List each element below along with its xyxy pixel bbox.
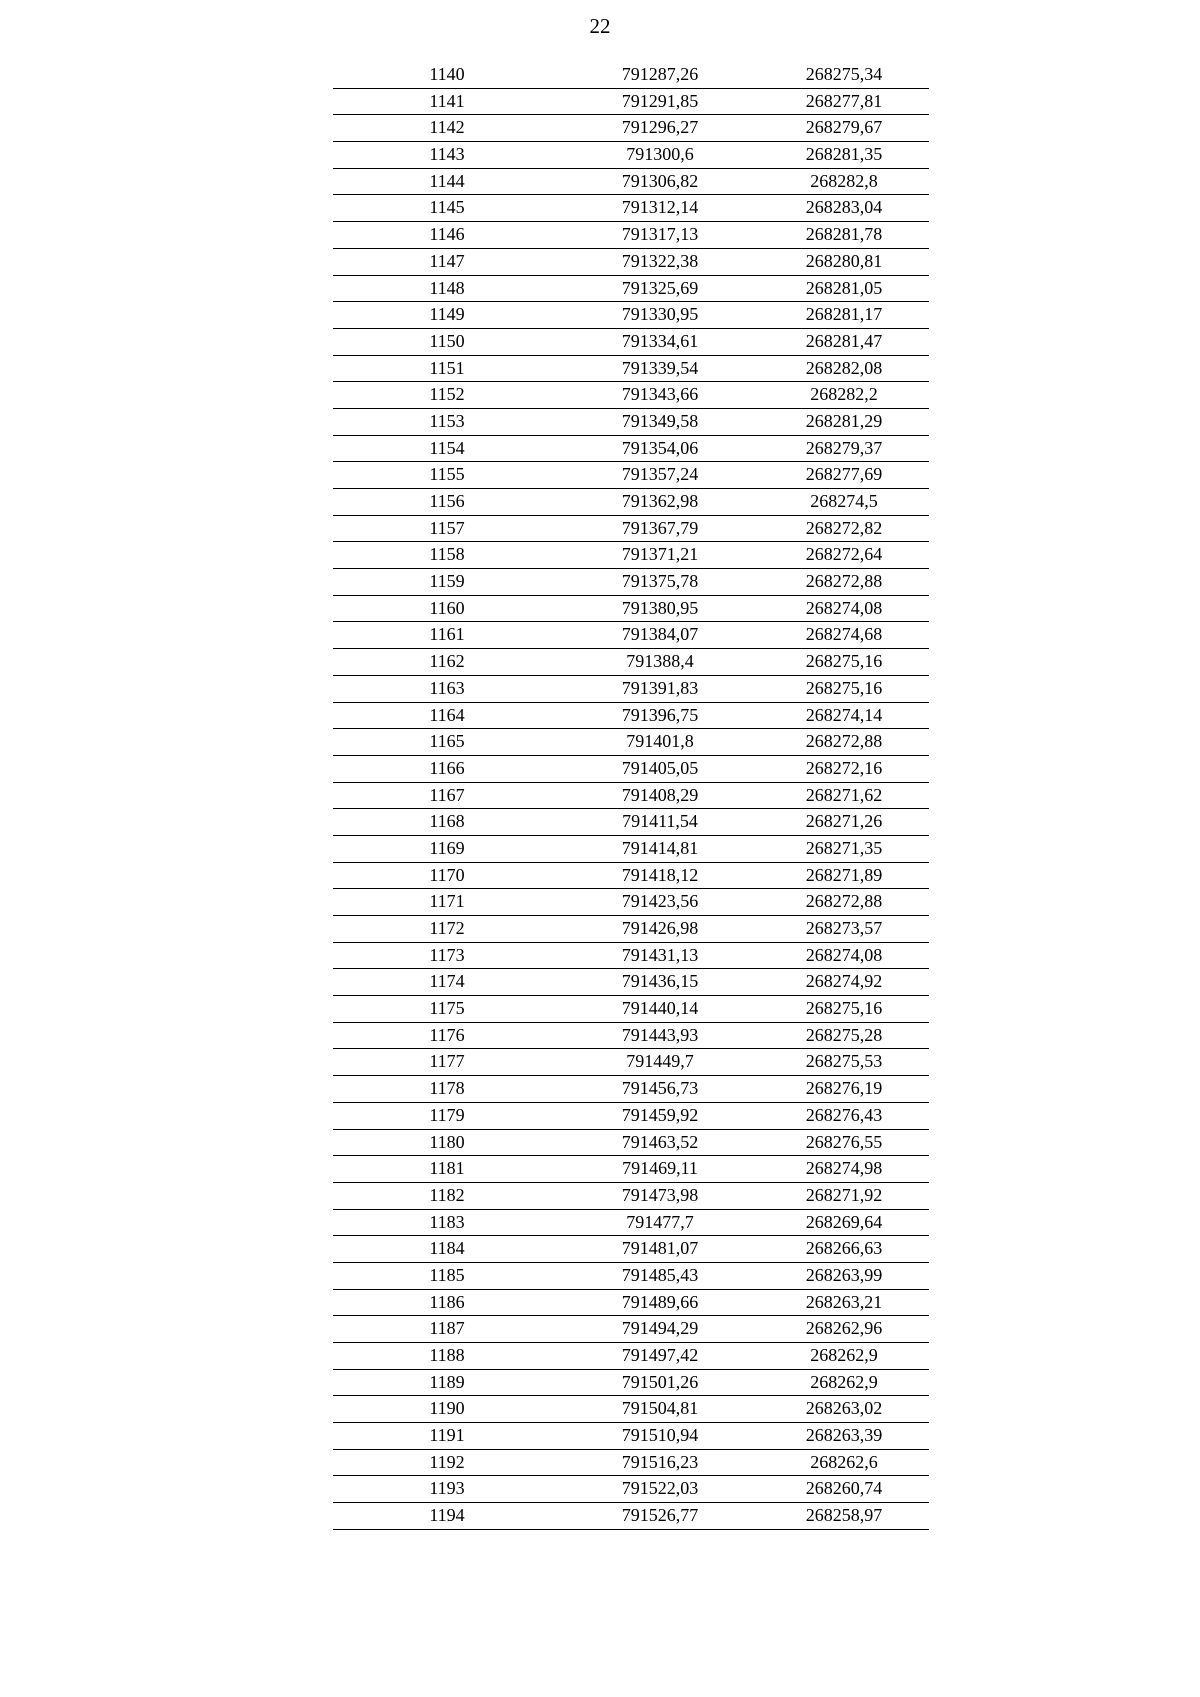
x-coordinate-cell: 791334,61 (621, 330, 699, 351)
x-coordinate-cell: 791357,24 (621, 464, 699, 485)
table-row (333, 596, 929, 623)
table-row (333, 1423, 929, 1450)
point-number-cell: 1152 (429, 384, 465, 405)
y-coordinate-cell: 268273,57 (805, 918, 883, 938)
table-row (333, 1343, 929, 1370)
point-number-cell: 1163 (429, 677, 465, 698)
point-number-cell: 1162 (429, 651, 465, 672)
point-number-cell: 1189 (429, 1371, 465, 1392)
x-coordinate-cell: 791418,12 (621, 864, 699, 885)
y-coordinate-cell: 268282,2 (810, 384, 878, 405)
y-coordinate-cell: 268272,88 (805, 891, 883, 912)
y-coordinate-cell: 268274,92 (805, 971, 883, 992)
x-coordinate-cell: 791423,56 (621, 891, 699, 912)
point-number-cell: 1186 (429, 1291, 465, 1312)
y-coordinate-cell: 268277,81 (805, 90, 883, 111)
x-coordinate-cell: 791291,85 (621, 90, 699, 111)
point-number-cell: 1167 (429, 784, 465, 805)
point-number-cell: 1144 (429, 170, 465, 191)
point-number-cell: 1180 (429, 1131, 465, 1152)
y-coordinate-cell: 268272,82 (805, 517, 883, 538)
coordinates-table (333, 62, 929, 1530)
x-coordinate-cell: 791300,6 (626, 144, 694, 165)
table-row (333, 356, 929, 383)
point-number-cell: 1188 (429, 1345, 465, 1365)
table-row (333, 382, 929, 409)
point-number-cell: 1148 (429, 277, 465, 298)
x-coordinate-cell: 791339,54 (621, 357, 699, 378)
point-number-cell: 1181 (429, 1158, 465, 1179)
table-row (333, 1183, 929, 1210)
point-number-cell: 1149 (429, 304, 465, 325)
table-row (333, 622, 929, 649)
x-coordinate-cell: 791516,23 (621, 1451, 699, 1472)
point-number-cell: 1150 (429, 330, 465, 351)
point-number-cell: 1193 (429, 1478, 465, 1499)
page-number: 22 (589, 14, 611, 38)
table-row (333, 1290, 929, 1317)
point-number-cell: 1165 (429, 731, 465, 752)
x-coordinate-cell: 791436,15 (621, 971, 699, 992)
x-coordinate-cell: 791485,43 (621, 1264, 699, 1285)
point-number-cell: 1182 (429, 1184, 465, 1205)
y-coordinate-cell: 268275,28 (805, 1024, 883, 1045)
point-number-cell: 1175 (429, 998, 465, 1019)
x-coordinate-cell: 791504,81 (621, 1398, 699, 1419)
table-row (333, 703, 929, 730)
table-row (333, 1130, 929, 1157)
y-coordinate-cell: 268271,92 (805, 1184, 883, 1205)
x-coordinate-cell: 791296,27 (621, 117, 699, 138)
point-number-cell: 1140 (429, 64, 465, 84)
x-coordinate-cell: 791414,81 (621, 837, 699, 858)
table-row (333, 569, 929, 596)
x-coordinate-cell: 791362,98 (621, 491, 699, 511)
table-row (333, 409, 929, 436)
x-coordinate-cell: 791522,03 (621, 1478, 699, 1499)
x-coordinate-cell: 791408,29 (621, 784, 699, 805)
x-coordinate-cell: 791391,83 (621, 677, 699, 698)
table-row (333, 249, 929, 276)
x-coordinate-cell: 791526,77 (621, 1505, 699, 1526)
table-row (333, 89, 929, 116)
point-number-cell: 1143 (429, 144, 465, 165)
x-coordinate-cell: 791481,07 (621, 1238, 699, 1259)
y-coordinate-cell: 268274,98 (805, 1158, 883, 1179)
table-row (333, 516, 929, 543)
point-number-cell: 1170 (429, 864, 465, 885)
point-number-cell: 1169 (429, 837, 465, 858)
y-coordinate-cell: 268258,97 (805, 1505, 883, 1526)
x-coordinate-cell: 791322,38 (621, 250, 699, 271)
x-coordinate-cell: 791367,79 (621, 517, 699, 538)
x-coordinate-cell: 791411,54 (622, 811, 698, 832)
table-row (333, 302, 929, 329)
table-row (333, 916, 929, 943)
point-number-cell: 1166 (429, 757, 465, 778)
point-number-cell: 1183 (429, 1211, 465, 1232)
y-coordinate-cell: 268275,16 (805, 998, 883, 1019)
x-coordinate-cell: 791330,95 (621, 304, 699, 325)
point-number-cell: 1172 (429, 918, 465, 938)
point-number-cell: 1185 (429, 1264, 465, 1285)
table-row (333, 863, 929, 890)
point-number-cell: 1156 (429, 491, 465, 511)
y-coordinate-cell: 268274,14 (805, 704, 883, 725)
x-coordinate-cell: 791375,78 (621, 571, 699, 592)
x-coordinate-cell: 791459,92 (621, 1104, 699, 1125)
point-number-cell: 1164 (429, 704, 465, 725)
point-number-cell: 1178 (429, 1078, 465, 1099)
point-number-cell: 1155 (429, 464, 465, 485)
point-number-cell: 1151 (429, 357, 465, 378)
table-row (333, 62, 929, 89)
y-coordinate-cell: 268269,64 (805, 1211, 883, 1232)
table-row (333, 1236, 929, 1263)
y-coordinate-cell: 268274,5 (810, 491, 878, 511)
y-coordinate-cell: 268274,08 (805, 944, 883, 965)
x-coordinate-cell: 791401,8 (626, 731, 694, 752)
table-row (333, 1103, 929, 1130)
point-number-cell: 1153 (429, 410, 465, 431)
x-coordinate-cell: 791380,95 (621, 597, 699, 618)
y-coordinate-cell: 268275,16 (805, 677, 883, 698)
y-coordinate-cell: 268272,16 (805, 757, 883, 778)
point-number-cell: 1194 (429, 1505, 465, 1526)
table-row (333, 329, 929, 356)
x-coordinate-cell: 791388,4 (626, 651, 694, 672)
x-coordinate-cell: 791494,29 (621, 1318, 699, 1339)
point-number-cell: 1146 (429, 224, 465, 245)
x-coordinate-cell: 791325,69 (621, 277, 699, 298)
x-coordinate-cell: 791354,06 (621, 437, 699, 458)
point-number-cell: 1184 (429, 1238, 465, 1259)
table-row (333, 1476, 929, 1503)
y-coordinate-cell: 268275,53 (805, 1051, 883, 1072)
table-row (333, 1076, 929, 1103)
y-coordinate-cell: 268271,26 (805, 811, 883, 832)
x-coordinate-cell: 791431,13 (621, 944, 699, 965)
table-row (333, 756, 929, 783)
table-row (333, 943, 929, 970)
table-row (333, 1450, 929, 1477)
y-coordinate-cell: 268279,37 (805, 437, 883, 458)
point-number-cell: 1176 (429, 1024, 465, 1045)
y-coordinate-cell: 268271,35 (805, 837, 883, 858)
y-coordinate-cell: 268281,05 (805, 277, 883, 298)
y-coordinate-cell: 268276,19 (805, 1078, 883, 1099)
point-number-cell: 1141 (429, 90, 465, 111)
table-row (333, 1023, 929, 1050)
y-coordinate-cell: 268277,69 (805, 464, 883, 485)
point-number-cell: 1179 (429, 1104, 465, 1125)
x-coordinate-cell: 791405,05 (621, 757, 699, 778)
x-coordinate-cell: 791497,42 (621, 1345, 699, 1365)
y-coordinate-cell: 268262,96 (805, 1318, 883, 1339)
y-coordinate-cell: 268281,17 (805, 304, 883, 325)
point-number-cell: 1173 (429, 944, 465, 965)
point-number-cell: 1174 (429, 971, 465, 992)
y-coordinate-cell: 268281,78 (805, 224, 883, 245)
y-coordinate-cell: 268262,9 (810, 1345, 878, 1365)
point-number-cell: 1168 (429, 811, 465, 832)
point-number-cell: 1161 (429, 624, 465, 645)
y-coordinate-cell: 268271,62 (805, 784, 883, 805)
table-row (333, 729, 929, 756)
point-number-cell: 1158 (429, 544, 465, 565)
point-number-cell: 1177 (429, 1051, 465, 1072)
x-coordinate-cell: 791396,75 (621, 704, 699, 725)
y-coordinate-cell: 268275,16 (805, 651, 883, 672)
y-coordinate-cell: 268280,81 (805, 250, 883, 271)
table-row (333, 1156, 929, 1183)
y-coordinate-cell: 268274,08 (805, 597, 883, 618)
x-coordinate-cell: 791287,26 (621, 64, 699, 84)
y-coordinate-cell: 268283,04 (805, 197, 883, 218)
y-coordinate-cell: 268272,88 (805, 731, 883, 752)
y-coordinate-cell: 268263,99 (805, 1264, 883, 1285)
table-row (333, 783, 929, 810)
y-coordinate-cell: 268272,64 (805, 544, 883, 565)
point-number-cell: 1191 (429, 1425, 465, 1446)
table-row (333, 542, 929, 569)
x-coordinate-cell: 791443,93 (621, 1024, 699, 1045)
y-coordinate-cell: 268271,89 (805, 864, 883, 885)
table-row (333, 889, 929, 916)
y-coordinate-cell: 268263,21 (805, 1291, 883, 1312)
table-row (333, 1049, 929, 1076)
x-coordinate-cell: 791349,58 (621, 410, 699, 431)
x-coordinate-cell: 791473,98 (621, 1184, 699, 1205)
table-row (333, 836, 929, 863)
x-coordinate-cell: 791501,26 (621, 1371, 699, 1392)
y-coordinate-cell: 268263,02 (805, 1398, 883, 1419)
table-row (333, 436, 929, 463)
x-coordinate-cell: 791440,14 (621, 998, 699, 1019)
point-number-cell: 1147 (429, 250, 465, 271)
x-coordinate-cell: 791463,52 (621, 1131, 699, 1152)
y-coordinate-cell: 268263,39 (805, 1425, 883, 1446)
point-number-cell: 1187 (429, 1318, 465, 1339)
table-row (333, 1316, 929, 1343)
point-number-cell: 1171 (429, 891, 465, 912)
point-number-cell: 1159 (429, 571, 465, 592)
y-coordinate-cell: 268276,55 (805, 1131, 883, 1152)
y-coordinate-cell: 268272,88 (805, 571, 883, 592)
x-coordinate-cell: 791449,7 (626, 1051, 694, 1072)
point-number-cell: 1142 (429, 117, 465, 138)
x-coordinate-cell: 791312,14 (621, 197, 699, 218)
table-row (333, 276, 929, 303)
table-row (333, 996, 929, 1023)
x-coordinate-cell: 791469,11 (622, 1158, 698, 1179)
table-row (333, 1210, 929, 1237)
y-coordinate-cell: 268262,9 (810, 1371, 878, 1392)
x-coordinate-cell: 791317,13 (621, 224, 699, 245)
table-row (333, 169, 929, 196)
point-number-cell: 1192 (429, 1451, 465, 1472)
x-coordinate-cell: 791510,94 (621, 1425, 699, 1446)
table-row (333, 1370, 929, 1397)
point-number-cell: 1154 (429, 437, 465, 458)
y-coordinate-cell: 268281,29 (805, 410, 883, 431)
table-row (333, 809, 929, 836)
point-number-cell: 1160 (429, 597, 465, 618)
point-number-cell: 1190 (429, 1398, 465, 1419)
y-coordinate-cell: 268281,35 (805, 144, 883, 165)
y-coordinate-cell: 268260,74 (805, 1478, 883, 1499)
y-coordinate-cell: 268262,6 (810, 1451, 878, 1472)
y-coordinate-cell: 268276,43 (805, 1104, 883, 1125)
table-row (333, 676, 929, 703)
y-coordinate-cell: 268282,8 (810, 170, 878, 191)
x-coordinate-cell: 791371,21 (621, 544, 699, 565)
y-coordinate-cell: 268282,08 (805, 357, 883, 378)
y-coordinate-cell: 268275,34 (805, 64, 883, 84)
x-coordinate-cell: 791384,07 (621, 624, 699, 645)
y-coordinate-cell: 268266,63 (805, 1238, 883, 1259)
x-coordinate-cell: 791306,82 (621, 170, 699, 191)
point-number-cell: 1157 (429, 517, 465, 538)
table-row (333, 1503, 929, 1530)
point-number-cell: 1145 (429, 197, 465, 218)
table-row (333, 969, 929, 996)
x-coordinate-cell: 791343,66 (621, 384, 699, 405)
x-coordinate-cell: 791426,98 (621, 918, 699, 938)
y-coordinate-cell: 268274,68 (805, 624, 883, 645)
x-coordinate-cell: 791456,73 (621, 1078, 699, 1099)
table-row (333, 115, 929, 142)
table-row (333, 195, 929, 222)
x-coordinate-cell: 791489,66 (621, 1291, 699, 1312)
table-row (333, 649, 929, 676)
table-row (333, 1396, 929, 1423)
table-row (333, 142, 929, 169)
table-row (333, 462, 929, 489)
y-coordinate-cell: 268279,67 (805, 117, 883, 138)
table-row (333, 489, 929, 516)
x-coordinate-cell: 791477,7 (626, 1211, 694, 1232)
table-row (333, 222, 929, 249)
table-row (333, 1263, 929, 1290)
y-coordinate-cell: 268281,47 (805, 330, 883, 351)
